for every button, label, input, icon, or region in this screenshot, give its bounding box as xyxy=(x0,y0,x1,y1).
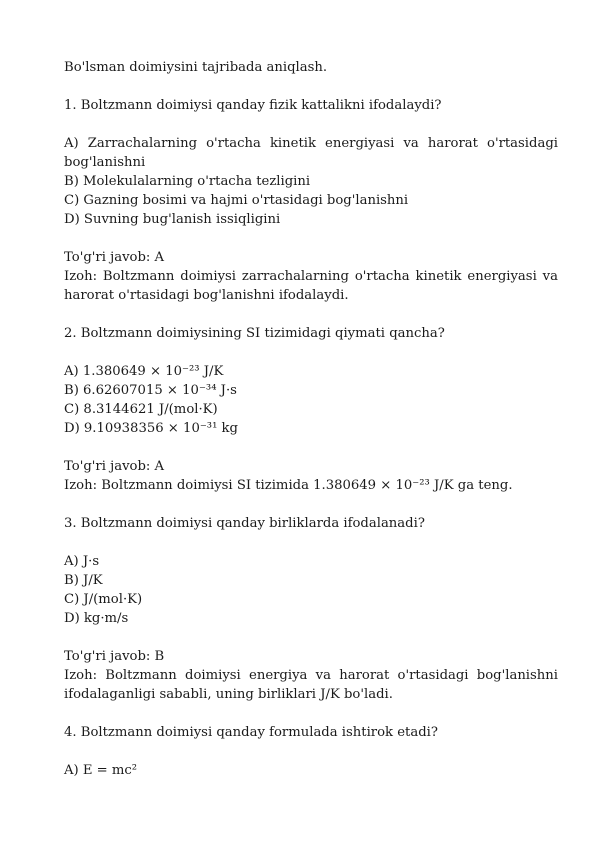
question-text: 3. Boltzmann doimiysi qanday birliklarda ifodalanadi? xyxy=(64,516,425,531)
answer-option: A) E = mc² xyxy=(64,763,138,778)
answer-option: B) Molekulalarning o'rtacha tezligini xyxy=(64,174,311,189)
correct-answer: To'g'ri javob: A xyxy=(64,250,165,265)
question-text: 1. Boltzmann doimiysi qanday fizik kattalikni ifodalaydi? xyxy=(64,98,442,113)
answer-option: A) 1.380649 × 10⁻²³ J/K xyxy=(64,364,224,379)
answer-option: C) J/(mol·K) xyxy=(64,592,143,607)
answer-option: D) kg·m/s xyxy=(64,611,129,626)
document-title: Bo'lsman doimiysini tajribada aniqlash. xyxy=(64,60,328,75)
answer-option: A) Zarrachalarning o'rtacha kinetik energiyasi va harorat o'rtasidagi bog'lanishni xyxy=(64,136,558,170)
answer-option: D) Suvning bug'lanish issiqligini xyxy=(64,212,281,227)
question-text: 4. Boltzmann doimiysi qanday formulada ishtirok etadi? xyxy=(64,725,438,740)
answer-option: B) 6.62607015 × 10⁻³⁴ J·s xyxy=(64,383,237,398)
answer-option: B) J/K xyxy=(64,573,103,588)
correct-answer: To'g'ri javob: A xyxy=(64,459,165,474)
document-page xyxy=(64,58,558,780)
answer-option: D) 9.10938356 × 10⁻³¹ kg xyxy=(64,421,238,436)
answer-option: A) J·s xyxy=(64,554,100,569)
question-block-4 xyxy=(64,723,558,780)
correct-answer: To'g'ri javob: B xyxy=(64,649,165,664)
explanation: Izoh: Boltzmann doimiysi SI tizimida 1.380649 × 10⁻²³ J/K ga teng. xyxy=(64,478,513,493)
explanation: Izoh: Boltzmann doimiysi energiya va harorat o'rtasidagi bog'lanishni ifodalaganligi sababli, uning birliklari J/K bo'ladi. xyxy=(64,668,558,702)
answer-option: C) 8.3144621 J/(mol·K) xyxy=(64,402,218,417)
answer-option: C) Gazning bosimi va hajmi o'rtasidagi bog'lanishni xyxy=(64,193,409,208)
question-block-1 xyxy=(64,96,558,305)
question-block-2 xyxy=(64,324,558,495)
question-text: 2. Boltzmann doimiysining SI tizimidagi qiymati qancha? xyxy=(64,326,445,341)
question-block-3 xyxy=(64,514,558,704)
explanation: Izoh: Boltzmann doimiysi zarrachalarning o'rtacha kinetik energiyasi va harorat o'rtasidagi bog'lanishni ifodalaydi. xyxy=(64,269,558,303)
